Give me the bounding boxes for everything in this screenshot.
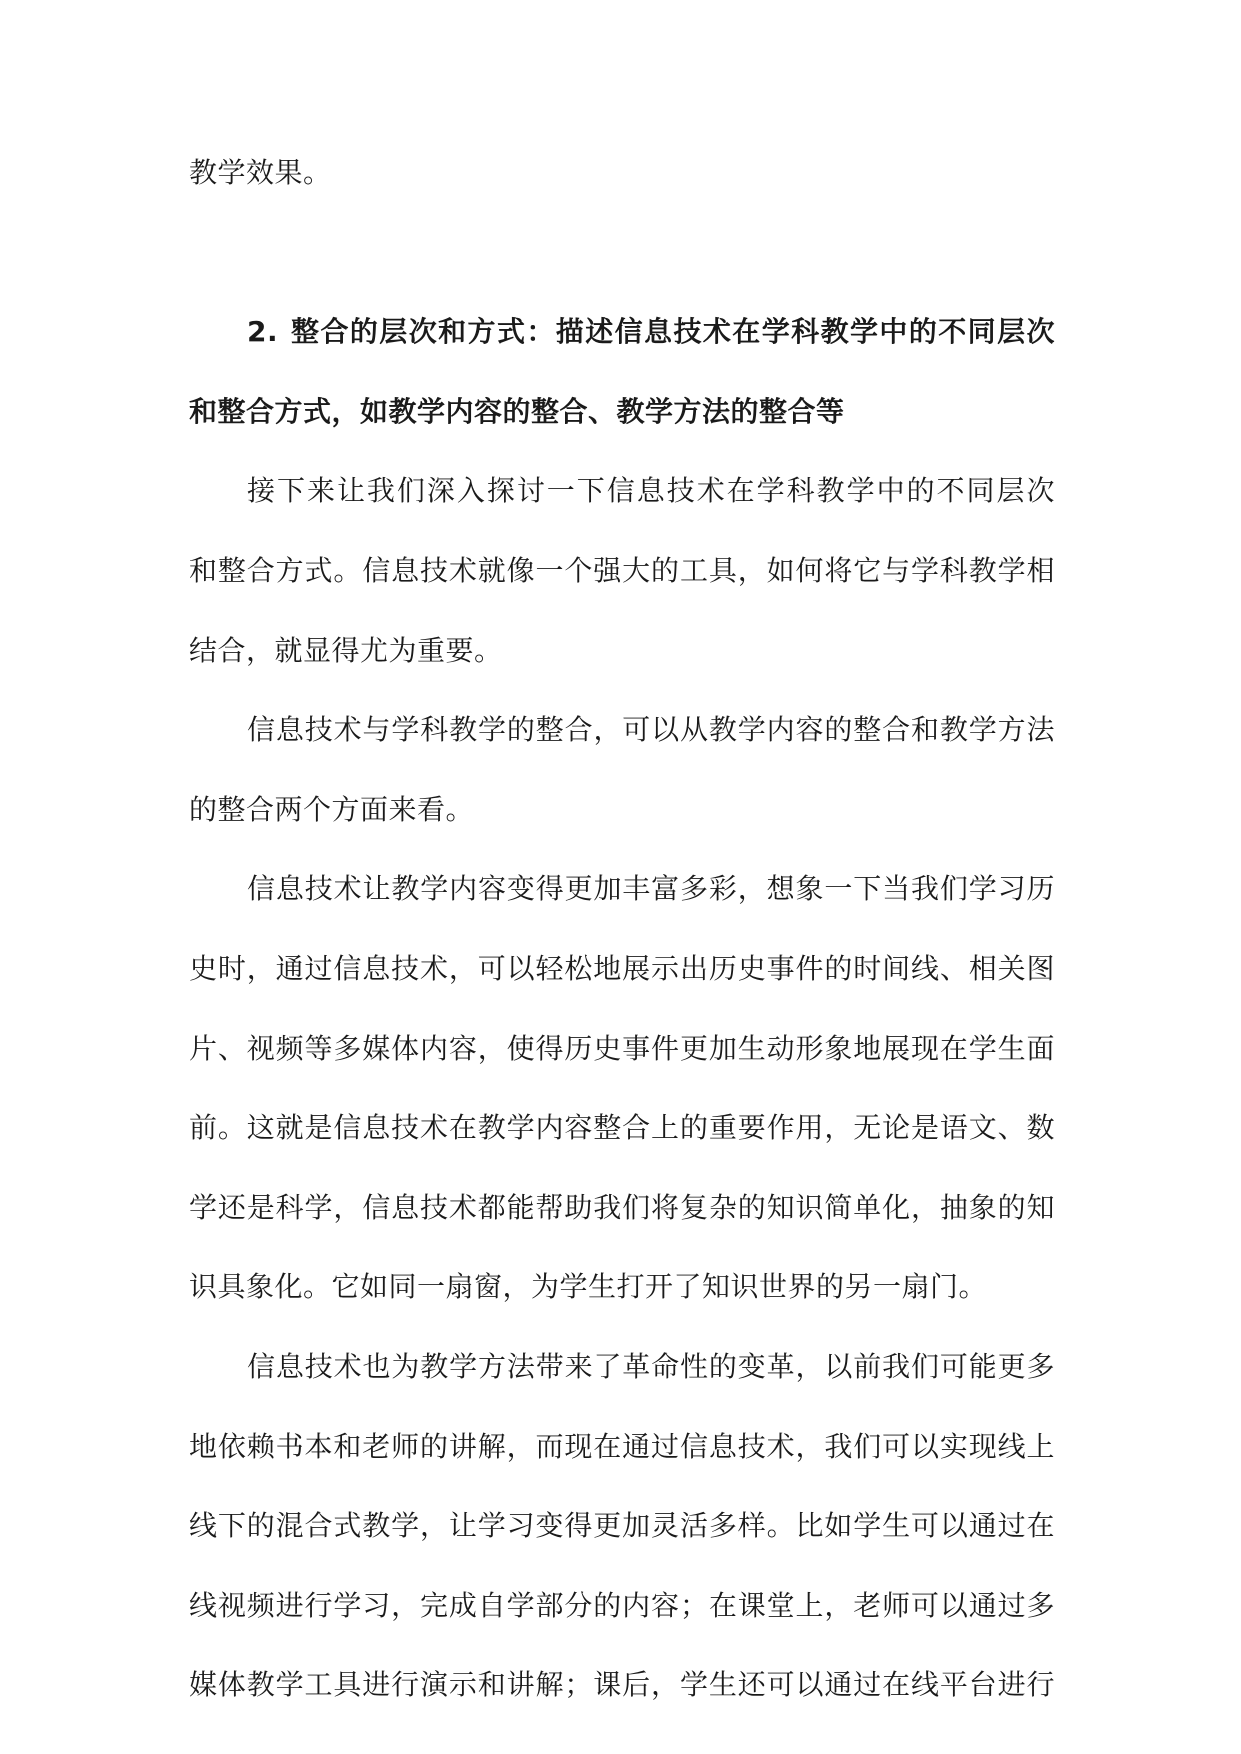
paragraph-line: 媒体教学工具进行演示和讲解；课后，学生还可以通过在线平台进行 bbox=[189, 1668, 1055, 1702]
paragraph-line: 的整合两个方面来看。 bbox=[189, 792, 475, 826]
paragraph-line: 片、视频等多媒体内容，使得历史事件更加生动形象地展现在学生面 bbox=[189, 1031, 1055, 1065]
paragraph-line: 结合，就显得尤为重要。 bbox=[189, 633, 503, 667]
paragraph-line: 和整合方式。信息技术就像一个强大的工具，如何将它与学科教学相 bbox=[189, 553, 1055, 587]
paragraph-line: 学还是科学，信息技术都能帮助我们将复杂的知识简单化，抽象的知 bbox=[189, 1190, 1055, 1224]
section-heading-continued: 和整合方式，如教学内容的整合、教学方法的整合等 bbox=[189, 394, 845, 428]
paragraph-gap bbox=[189, 218, 1055, 298]
paragraph-line: 信息技术也为教学方法带来了革命性的变革，以前我们可能更多 bbox=[247, 1349, 1055, 1383]
paragraph-line: 线下的混合式教学，让学习变得更加灵活多样。比如学生可以通过在 bbox=[189, 1509, 1055, 1543]
paragraph-line: 信息技术让教学内容变得更加丰富多彩，想象一下当我们学习历 bbox=[247, 872, 1055, 906]
paragraph-line: 线视频进行学习，完成自学部分的内容；在课堂上，老师可以通过多 bbox=[189, 1588, 1055, 1622]
paragraph-line: 史时，通过信息技术，可以轻松地展示出历史事件的时间线、相关图 bbox=[189, 951, 1055, 985]
paragraph-line: 地依赖书本和老师的讲解，而现在通过信息技术，我们可以实现线上 bbox=[189, 1429, 1055, 1463]
paragraph-line: 识具象化。它如同一扇窗，为学生打开了知识世界的另一扇门。 bbox=[189, 1270, 988, 1304]
section-number: 2. bbox=[247, 315, 279, 349]
document-body bbox=[189, 138, 1055, 1730]
section-heading-text: 整合的层次和方式：描述信息技术在学科教学中的不同层次 bbox=[290, 315, 1055, 349]
paragraph-line: 信息技术与学科教学的整合，可以从教学内容的整合和教学方法 bbox=[247, 713, 1055, 747]
paragraph-line: 教学效果。 bbox=[189, 156, 332, 189]
section-heading bbox=[189, 297, 1055, 377]
paragraph-line: 接下来让我们深入探讨一下信息技术在学科教学中的不同层次 bbox=[247, 474, 1055, 508]
paragraph-line: 前。这就是信息技术在教学内容整合上的重要作用，无论是语文、数 bbox=[189, 1111, 1055, 1145]
